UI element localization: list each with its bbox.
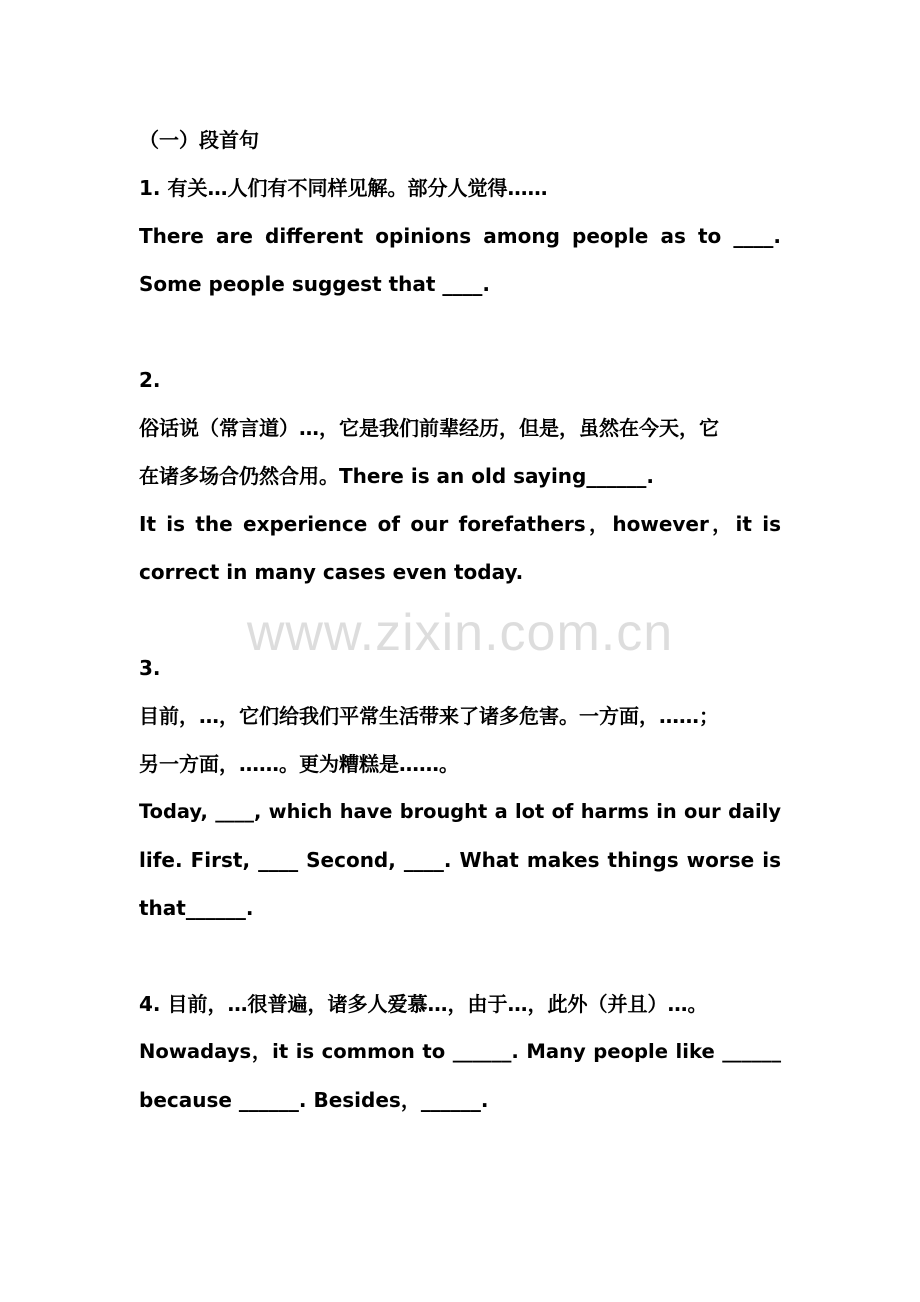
spacer bbox=[139, 932, 781, 980]
document-body bbox=[139, 116, 781, 1124]
item-2-english-line-1: It is the experience of our forefathers，however，it is bbox=[139, 512, 781, 536]
item-3-english-line-2: life. First, ____ Second, ____. What makes things worse is bbox=[139, 848, 781, 872]
item-4-heading: 4. 目前，…很普遍，诸多人爱慕…，由于…，此外（并且）…。 bbox=[139, 992, 708, 1016]
item-3-english-line-3: that______. bbox=[139, 896, 254, 920]
item-1-english-line-1: There are different opinions among people as to ____. bbox=[139, 224, 781, 248]
item-1-heading: 1. 有关…人们有不同样见解。部分人觉得…… bbox=[139, 176, 548, 200]
spacer bbox=[139, 596, 781, 644]
item-4-english-line-2: because ______. Besides，______. bbox=[139, 1088, 489, 1112]
item-2-chinese-line-1: 俗话说（常言道）…，它是我们前辈经历，但是，虽然在今天，它 bbox=[139, 416, 719, 440]
watermark: www.zixin.com.cn bbox=[246, 604, 674, 662]
item-2-number: 2. bbox=[139, 368, 161, 392]
item-2-chinese-line-2: 在诸多场合仍然合用。There is an old saying______. bbox=[139, 464, 654, 488]
item-3-number: 3. bbox=[139, 656, 161, 680]
item-3-english-line-1: Today, ____, which have brought a lot of harms in our daily bbox=[139, 800, 781, 823]
section-title: （一）段首句 bbox=[139, 128, 259, 152]
item-1-english-line-2: Some people suggest that ____. bbox=[139, 272, 491, 296]
item-3-chinese-line-2: 另一方面，……。更为糟糕是……。 bbox=[139, 752, 459, 776]
item-4-english-line-1: Nowadays，it is common to ______. Many people like ______ bbox=[139, 1040, 781, 1063]
spacer bbox=[139, 308, 781, 356]
item-3-chinese-line-1: 目前，…，它们给我们平常生活带来了诸多危害。一方面，……； bbox=[139, 704, 719, 728]
item-2-english-line-2: correct in many cases even today. bbox=[139, 560, 524, 584]
